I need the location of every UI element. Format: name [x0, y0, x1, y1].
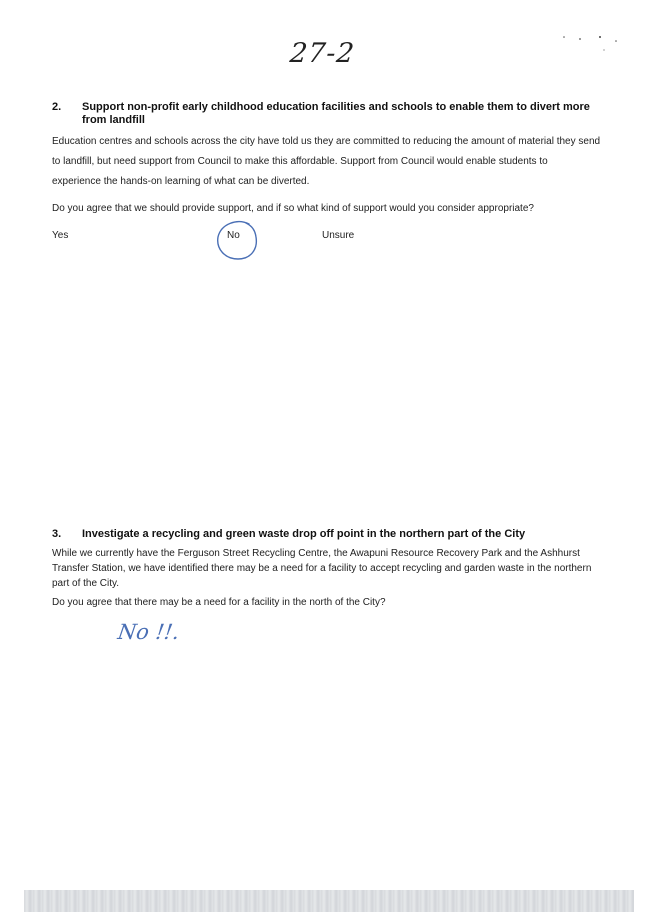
section-2-body-line-1: Education centres and schools across the city have told us they are committed to reducing the amount of material they send: [52, 136, 601, 147]
handwritten-reference: 27-2: [288, 38, 357, 69]
section-3-number: 3.: [52, 528, 62, 540]
section-2-body-line-3: experience the hands-on learning of what can be diverted.: [52, 176, 310, 187]
section-2-question: Do you agree that we should provide support, and if so what kind of support would you consider appropriate?: [52, 203, 534, 214]
section-2-number: 2.: [52, 101, 62, 113]
handwritten-answer: No !!.: [116, 620, 181, 644]
section-2-body-line-2: to landfill, but need support from Council to make this affordable. Support from Council would enable students to: [52, 156, 548, 167]
section-3-body-line-2: Transfer Station, we have identified there may be a need for a facility to accept recycling and garden waste in the northern: [52, 563, 592, 574]
section-3-body-line-1: While we currently have the Ferguson Street Recycling Centre, the Awapuni Resource Recovery Park and the Ashhurst: [52, 548, 580, 559]
scan-edge-strip: [24, 890, 634, 912]
scan-specks: [560, 34, 620, 54]
option-yes[interactable]: Yes: [52, 230, 69, 241]
section-3-body-line-3: part of the City.: [52, 578, 120, 589]
option-unsure[interactable]: Unsure: [322, 230, 355, 241]
option-no[interactable]: No: [227, 230, 240, 241]
section-3-question: Do you agree that there may be a need for a facility in the north of the City?: [52, 597, 386, 608]
handwritten-circle-selection: [215, 219, 259, 261]
section-3-title: Investigate a recycling and green waste drop off point in the northern part of the City: [82, 528, 526, 540]
section-2-title-line-2: from landfill: [82, 114, 145, 126]
section-2-title-line-1: Support non-profit early childhood education facilities and schools to enable them to divert more: [82, 101, 590, 113]
